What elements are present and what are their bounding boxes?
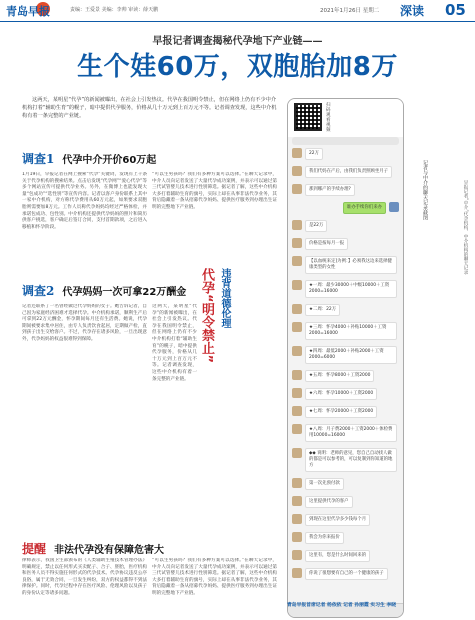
chat-bubble: ◆◆ 说明：老师的意见，您自己自动找人做的都是可以参考的，可以复制到你知道的地方 [305,448,397,472]
section-body-3b: “可以生男孩吗？我们有多种方案可以选择。”在聊天记录中，中介人员向记者发送了大量代孕成功案例，并表示可以通过第三代试管婴儿技术进行性别筛选。据记者了解，这些中介机构大多打着辅助生育的旗号，实际上却在从事非法代孕业务，其背后隐藏着一条从招募代孕妈妈、提供医疗服务到办理出生证明的完整地下产业链。 [152,558,277,596]
avatar [292,280,302,290]
avatar [292,514,302,524]
chat-message [288,385,403,403]
section-heading-1 [22,150,156,167]
chat-bubble: 我们代妈在产后，由我们负责照顾坐月子 [305,166,392,178]
section-body-3a: 律师表示，我国卫生部颁布的《人类辅助生殖技术管理办法》明确规定，禁止以任何形式买卖配子、合子、胚胎，医疗机构和医务人员不得实施任何形式的代孕技术。代孕协议违反公序良俗，属于无效合同，一旦发生纠纷，双方的权益都得不到法律保护。同时，代孕过程中存在医疗风险、伦理风险以及孩子的身份认定等诸多问题。 [22,558,147,596]
byline: 青岛早报首席记者 杨依依 记者 孙丽霞 实习生 李晓 [287,603,397,608]
chat-bubble: 价格是按每月一报 [305,238,348,250]
chat-bubble: 第一次先预付款 [305,478,344,490]
qr-code-icon [294,103,322,131]
avatar [292,448,302,458]
chat-bubble: 那到哪产的手续办理? [305,184,355,196]
chat-message [288,277,403,301]
avatar [292,370,302,380]
chat-message [288,475,403,493]
chat-message [288,367,403,385]
section-body-1b: “可以生男孩吗？我们有多种方案可以选择。”在聊天记录中，中介人员向记者发送了大量代孕成功案例，并表示可以通过第三代试管婴儿技术进行性别筛选。据记者了解，这些中介机构大多打着辅助生育的旗号，实际上却在从事非法代孕业务，其背后隐藏着一条从招募代孕妈妈、提供医疗服务到办理出生证明的完整地下产业链。 [152,172,277,210]
avatar [292,388,302,398]
section-tag: 调查2 [22,284,55,298]
chat-bubble: 是22万 [305,220,327,232]
chat-bubble: 谁办手续你们来办 [343,202,386,214]
pull-quote [198,268,278,363]
chat-message [288,529,403,547]
avatar [292,496,302,506]
chat-bubble: ★三周：怀孕4000＋补贴10000＋工资2000=16000 [305,322,397,340]
chat-header-bar [292,137,399,145]
chat-message [288,181,403,199]
section-tag: 提醒 [22,542,47,556]
chat-bubble: ★四周：最低2000＋补贴2000＋工资2000=6000 [305,346,397,364]
chat-message [288,199,403,217]
article-headline: 生个娃60万，双胞胎加8万 [77,52,398,82]
chat-bubble: ★一周：最少30000＋中级10000＋工资2000=16000 [305,280,397,298]
chat-message [288,253,403,277]
chat-message [288,343,403,367]
chat-bubble: ★五周：怀孕8000＋工资2000 [305,370,374,382]
avatar [292,304,302,314]
chat-message [288,511,403,529]
avatar [292,256,302,266]
avatar [292,406,302,416]
chat-bubble: ★八周：月子费2000＋工资2000＋体检费用10000=16000 [305,424,397,442]
section-name: 深读 [400,4,425,18]
chat-message [288,163,403,181]
section-heading-2 [22,282,186,299]
avatar [292,322,302,332]
chat-message [288,493,403,511]
avatar [292,478,302,488]
avatar [292,184,302,194]
chat-bubble: 【以血统来定]为例：】必须我这边来选择健康类型的女性 [305,256,397,274]
chat-bubble: 22万 [305,148,323,160]
section-title: 非法代孕没有保障危害大 [54,545,165,556]
section-title: 代孕中介开价60万起 [62,155,157,166]
avatar [292,550,302,560]
chat-bubble: ★七周：怀孕20000＋工资2000 [305,406,377,418]
pull-quote-blue: 违背道德伦理 [219,268,230,328]
article-lead: 这两天，某明星“代孕”的新闻被曝出，在社会上引发热议。代孕在我国明令禁止，但在网络上仍有不少中介机构打着“辅助生育”的幌子，暗中提供代孕服务，价格从几十万元到上百万元不等。记者调查发现，这些中介机构有着一条完整的产业链。 [22,97,277,119]
chat-message [288,547,403,565]
page-number: 05 [445,1,466,19]
avatar [292,166,302,176]
avatar [389,202,399,212]
avatar [292,346,302,356]
qr-area [288,99,403,137]
issue-date: 2021年1月26日 星期二 [320,8,380,14]
newspaper-logo: 青岛早报 [6,5,50,18]
section-body-2-cont: 这两天，某明星“代孕”的新闻被曝出，在社会上引发热议。代孕在我国明令禁止，但在网络上仍有不少中介机构打着“辅助生育”的幌子，暗中提供代孕服务，价格从几十万元到上百万元不等。记者调查发现，这些中介机构有着一条完整的产业链。 [152,304,197,382]
chat-message [288,421,403,445]
avatar [292,424,302,434]
chat-bubble: 这里有，您是什么时间回来的 [305,550,370,562]
chat-screenshot [287,98,404,618]
photo-caption-vertical: 记者与中介的聊天记录截图 [422,160,428,220]
section-title: 代孕妈妈一次可拿22万酬金 [62,287,187,298]
chat-message [288,235,403,253]
chat-message [288,301,403,319]
chat-message [288,217,403,235]
section-tag: 调查1 [22,152,55,166]
masthead [0,0,475,22]
chat-message [288,565,403,583]
chat-bubble: 这里提供代孕的客户 [305,496,353,508]
chat-bubble: ★六周：怀孕10000＋工资2000 [305,388,377,400]
chat-bubble: ★二周：22万 [305,304,340,316]
avatar [292,568,302,578]
qr-caption: 扫码观看视频 [326,103,331,133]
chat-message-list [288,145,403,583]
section-body-1a: 1月19日，早报记者在网上搜索“代孕”关键词，发现有上千条关于代孕机构的搜索结果。点击后发现“代孕网”“爱心代孕”等多个网站宣传可提供代孕业务。另外，在微博上也能发现大量“包成功”“选性别”等宣传内容。记者以客户身份联系上其中一家中介机构，对方称代孕费用从60万元起，如果要求双胞胎则需要加8万元。工作人员称代孕妈妈均经过严格体检，并承诺包成功、包性别。中介机构还提供代孕妈妈的照片和简历供客户挑选，客户确定后签订合同，支付首期款项，之后进入移植和怀孕阶段。 [22,172,147,230]
chat-message [288,145,403,163]
chat-bubble: 我会为你来报价 [305,532,344,544]
chat-message [288,403,403,421]
chat-bubble: 你说了很想要有自己的一个健康的孩子 [305,568,388,580]
chat-message [288,319,403,343]
article-kicker: 早报记者调查揭秘代孕地下产业链—— [152,36,323,47]
pull-quote-red: 代孕“明令禁止” [199,268,214,364]
chat-bubble: 到现在这里代孕多少钱每个月 [305,514,370,526]
avatar [292,220,302,230]
chat-message [288,445,403,475]
section-body-2: 记者还联系了一名曾经做过代孕妈妈的女子。她告诉记者，自己因为家庭经济困难才选择代孕。中介机构承诺，顺利生产后可拿到22万元酬金，怀孕期间每月还有生活费。她说，代孕期间被要求集中居住，由专人负责饮食起居，定期做产检，直到孩子出生交给客户。不过，代孕存在诸多风险，一旦出现意外，代孕妈妈的权益很难得到保障。 [22,304,147,342]
staff-line: 责编：王爱景 美编：李帅 审读：薛天鹏 [70,7,159,13]
photo-caption-side: 早报记者“中介”代孕机构，中介机构的聊天记录 [463,180,468,275]
avatar [292,148,302,158]
section-heading-3 [22,540,164,557]
avatar [292,238,302,248]
avatar [292,532,302,542]
